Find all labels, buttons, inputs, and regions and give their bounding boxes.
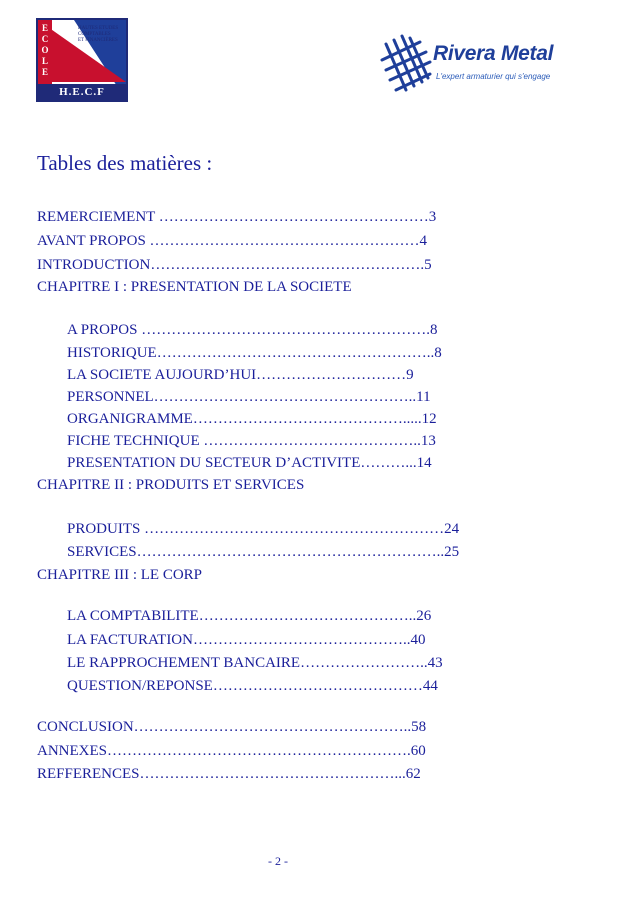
toc-entry: REMERCIEMENT ………………………………………………3 [37, 209, 437, 225]
toc-entry: QUESTION/REPONSE……………………………………44 [67, 678, 438, 694]
logo-subtitle-line: HAUTES ETUDES [78, 26, 119, 31]
school-logo [36, 18, 128, 102]
toc-entry: PERSONNEL……………………………………………..11 [67, 389, 431, 405]
logo-letter: E [41, 67, 48, 77]
toc-entry: LA SOCIETE AUJOURD’HUI…………………………9 [67, 367, 414, 383]
logo-letter: E [41, 23, 48, 33]
toc-entry: INTRODUCTION……………………………………………….5 [37, 257, 432, 273]
toc-entry: PRODUITS ……………………………………………………24 [67, 521, 460, 537]
page-number: - 2 - [268, 854, 288, 868]
company-name: Rivera Metal [433, 42, 554, 65]
logo-letter: O [41, 45, 49, 55]
logo-band [38, 84, 126, 100]
toc-entry: SERVICES……………………………………………………..25 [67, 544, 460, 560]
logo-letter: L [41, 56, 48, 66]
toc-entry: AVANT PROPOS ………………………………………………4 [37, 233, 428, 249]
toc-entry: A PROPOS ………………………………………………….8 [67, 322, 438, 338]
toc-entry: LA COMPTABILITE……………………………………..26 [67, 608, 432, 624]
toc-chapter-heading: CHAPITRE I : PRESENTATION DE LA SOCIETE [37, 279, 352, 295]
toc-entry: CONCLUSION………………………………………………..58 [37, 719, 427, 735]
toc-entry: PRESENTATION DU SECTEUR D’ACTIVITE………...14 [67, 455, 432, 471]
company-tagline: L'expert armaturier qui s'engage [436, 72, 551, 81]
logo-vertical-text [39, 23, 51, 78]
toc-entry: FICHE TECHNIQUE ……………………………………..13 [67, 433, 436, 449]
logo-subtitle [78, 26, 128, 44]
toc-chapter-heading: CHAPITRE III : LE CORP [37, 567, 202, 583]
toc-entry: ORGANIGRAMME…………………………………….....12 [67, 411, 437, 427]
toc-entry: HISTORIQUE………………………………………………..8 [67, 345, 442, 361]
logo-band-text: H.E.C.F [59, 86, 105, 98]
toc-chapter-heading: CHAPITRE II : PRODUITS ET SERVICES [37, 477, 305, 493]
toc-entry: REFFERENCES……………………………………………...62 [37, 766, 421, 782]
toc-entry: LA FACTURATION……………………………………..40 [67, 632, 426, 648]
toc-entry: ANNEXES…………………………………………………….60 [37, 743, 426, 759]
page-title: Tables des matières : [37, 151, 213, 175]
company-logo [380, 30, 580, 100]
logo-subtitle-line: COMPTABLES [78, 32, 111, 37]
rebar-mesh-icon [380, 34, 432, 96]
logo-subtitle-line: ET FINANCIÈRES [78, 38, 118, 43]
toc-entry: LE RAPPROCHEMENT BANCAIRE……………………..43 [67, 655, 443, 671]
logo-letter: C [41, 34, 49, 44]
